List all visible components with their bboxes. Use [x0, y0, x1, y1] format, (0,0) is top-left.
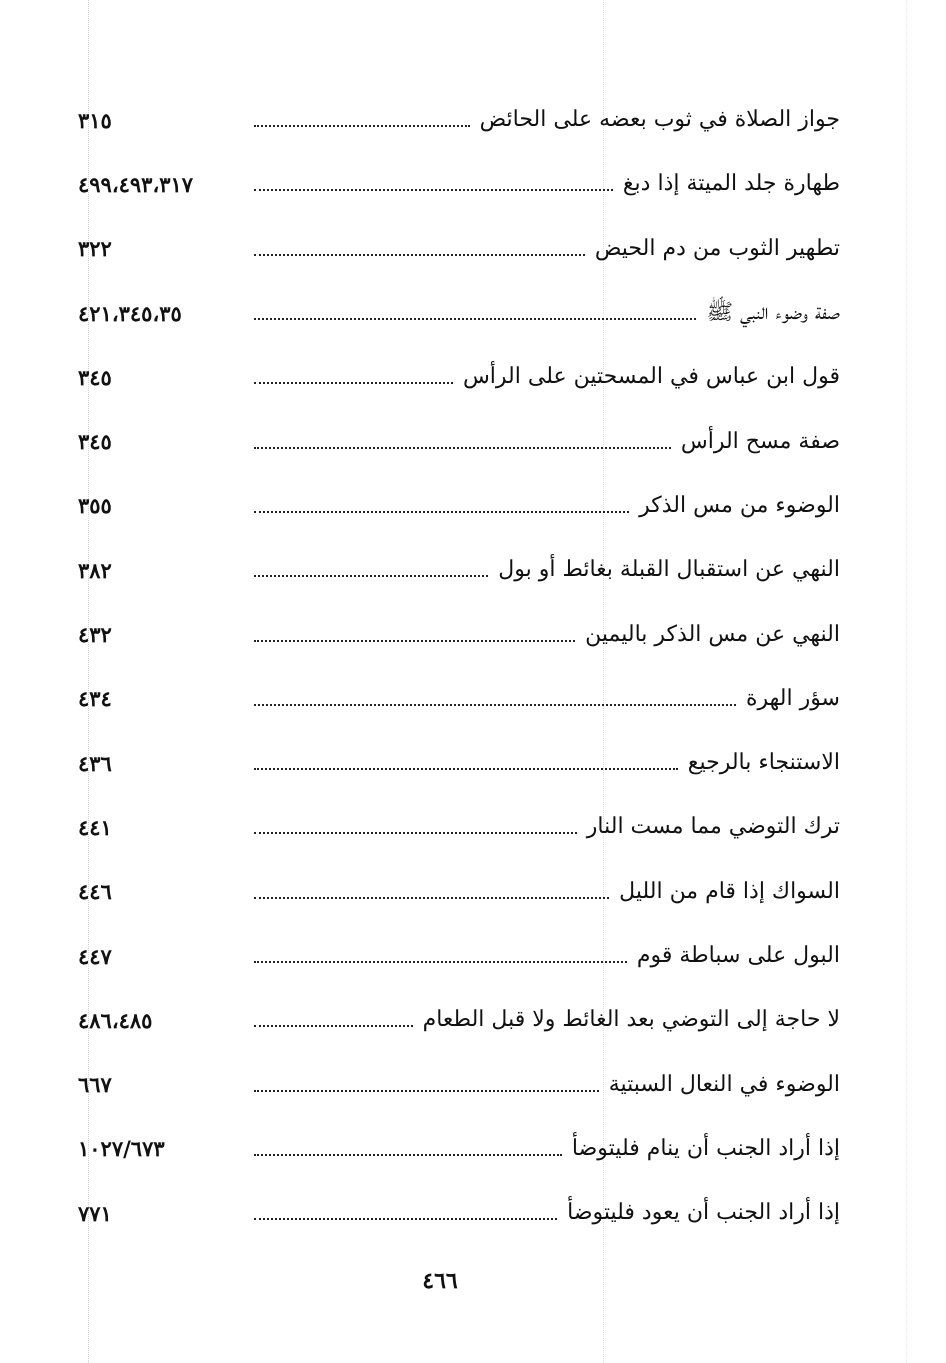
- entry-title: سؤر الهرة: [745, 685, 840, 711]
- dot-leader: [254, 961, 627, 963]
- entry-title: صفة وضوء النبي ﷺ: [706, 300, 840, 326]
- entry-pages-text: ٤٤١: [78, 814, 112, 840]
- dot-leader: [254, 382, 453, 384]
- entry-title: قول ابن عباس في المسحتين على الرأس: [462, 364, 840, 390]
- entry-pages: [78, 1200, 248, 1226]
- entry-pages: [78, 171, 248, 197]
- index-entry: [78, 667, 840, 731]
- entry-pages-text: ١٠٢٧/٦٧٣: [78, 1136, 165, 1162]
- dot-leader: [254, 640, 575, 642]
- dot-leader: [254, 897, 609, 899]
- entry-pages-text: ٤٩٩،٤٩٣،٣١٧: [78, 171, 194, 197]
- entry-pages-text: ٣٨٢: [78, 557, 112, 583]
- index-entry: [78, 1117, 840, 1181]
- entry-title: لا حاجة إلى التوضي بعد الغائط ولا قبل الطعام: [422, 1007, 840, 1033]
- entry-title: صفة مسح الرأس: [680, 428, 840, 454]
- dot-leader: [254, 575, 488, 577]
- entry-pages: [78, 1072, 248, 1098]
- entry-pages-text: ٤٣٤: [78, 686, 112, 712]
- entry-pages-text: ٤٢١،٣٤٥،٣٥: [78, 300, 182, 326]
- index-entry: [78, 1181, 840, 1245]
- dot-leader: [254, 318, 696, 320]
- index-entry: [78, 409, 840, 473]
- entry-title: البول على سباطة قوم: [636, 943, 840, 968]
- entry-pages: [78, 1136, 248, 1162]
- entry-pages-text: ٤٣٦: [78, 750, 112, 776]
- entry-title: طهارة جلد الميتة إذا دبغ: [622, 171, 840, 197]
- index-entry: [78, 217, 840, 281]
- dot-leader: [254, 1154, 562, 1156]
- entry-pages: [78, 107, 248, 133]
- dot-leader: [254, 704, 736, 706]
- entry-pages: [78, 1007, 248, 1033]
- dot-leader: [254, 189, 613, 191]
- index-entry: [78, 88, 840, 152]
- scan-guide-line: [906, 0, 907, 1363]
- index-entry: [78, 474, 840, 538]
- entry-pages-text: ٧٧١: [78, 1200, 112, 1226]
- index-list: [78, 88, 840, 1245]
- index-entry: [78, 538, 840, 602]
- entry-title: تطهير الثوب من دم الحيض: [594, 235, 840, 261]
- entry-pages-text: ٣٤٥: [78, 429, 112, 455]
- entry-title: الوضوء في النعال السبتية: [608, 1071, 840, 1097]
- index-entry: [78, 152, 840, 216]
- entry-pages-text: ٣٢٢: [78, 236, 112, 262]
- dot-leader: [254, 1218, 557, 1220]
- page-number: ٤٦٦: [422, 1268, 458, 1294]
- entry-title: الوضوء من مس الذكر: [639, 492, 840, 518]
- entry-pages: [78, 750, 248, 776]
- entry-pages: [78, 622, 248, 648]
- dot-leader: [254, 447, 671, 449]
- entry-pages: [78, 943, 248, 969]
- entry-pages: [78, 236, 248, 262]
- dot-leader: [254, 1025, 413, 1027]
- entry-title: إذا أراد الجنب أن يعود فليتوضأ: [567, 1200, 840, 1226]
- entry-title: السواك إذا قام من الليل: [619, 878, 840, 904]
- entry-pages-text: ٣٥٥: [78, 493, 112, 519]
- entry-pages-text: ٤٤٧: [78, 943, 112, 969]
- entry-pages: [78, 557, 248, 583]
- index-entry: [78, 345, 840, 409]
- entry-pages: [78, 300, 248, 326]
- entry-title: النهي عن استقبال القبلة بغائط أو بول: [498, 557, 840, 583]
- dot-leader: [254, 254, 585, 256]
- index-entry: [78, 1052, 840, 1116]
- dot-leader: [254, 1090, 599, 1092]
- entry-title: جواز الصلاة في ثوب بعضه على الحائض: [479, 107, 840, 133]
- entry-pages: [78, 364, 248, 390]
- index-entry: [78, 281, 840, 345]
- entry-pages-text: ٦٦٧: [78, 1072, 112, 1098]
- entry-pages-text: ٤٤٦: [78, 879, 112, 905]
- entry-pages: [78, 429, 248, 455]
- index-entry: [78, 988, 840, 1052]
- entry-pages: [78, 493, 248, 519]
- entry-pages: [78, 879, 248, 905]
- entry-pages: [78, 686, 248, 712]
- index-entry: [78, 924, 840, 988]
- dot-leader: [254, 768, 678, 770]
- entry-pages-text: ٣١٥: [78, 107, 112, 133]
- entry-title: إذا أراد الجنب أن ينام فليتوضأ: [571, 1135, 840, 1161]
- index-entry: [78, 860, 840, 924]
- dot-leader: [254, 511, 629, 513]
- entry-title: النهي عن مس الذكر باليمين: [585, 621, 840, 647]
- index-entry: [78, 602, 840, 666]
- entry-pages-text: ٤٨٦،٤٨٥: [78, 1007, 153, 1033]
- entry-pages: [78, 814, 248, 840]
- index-entry: [78, 795, 840, 859]
- dot-leader: [254, 125, 470, 127]
- entry-title: الاستنجاء بالرجيع: [687, 750, 840, 776]
- entry-pages-text: ٤٣٢: [78, 622, 112, 648]
- index-entry: [78, 731, 840, 795]
- dot-leader: [254, 832, 577, 834]
- entry-pages-text: ٣٤٥: [78, 364, 112, 390]
- entry-title: ترك التوضي مما مست النار: [586, 814, 840, 840]
